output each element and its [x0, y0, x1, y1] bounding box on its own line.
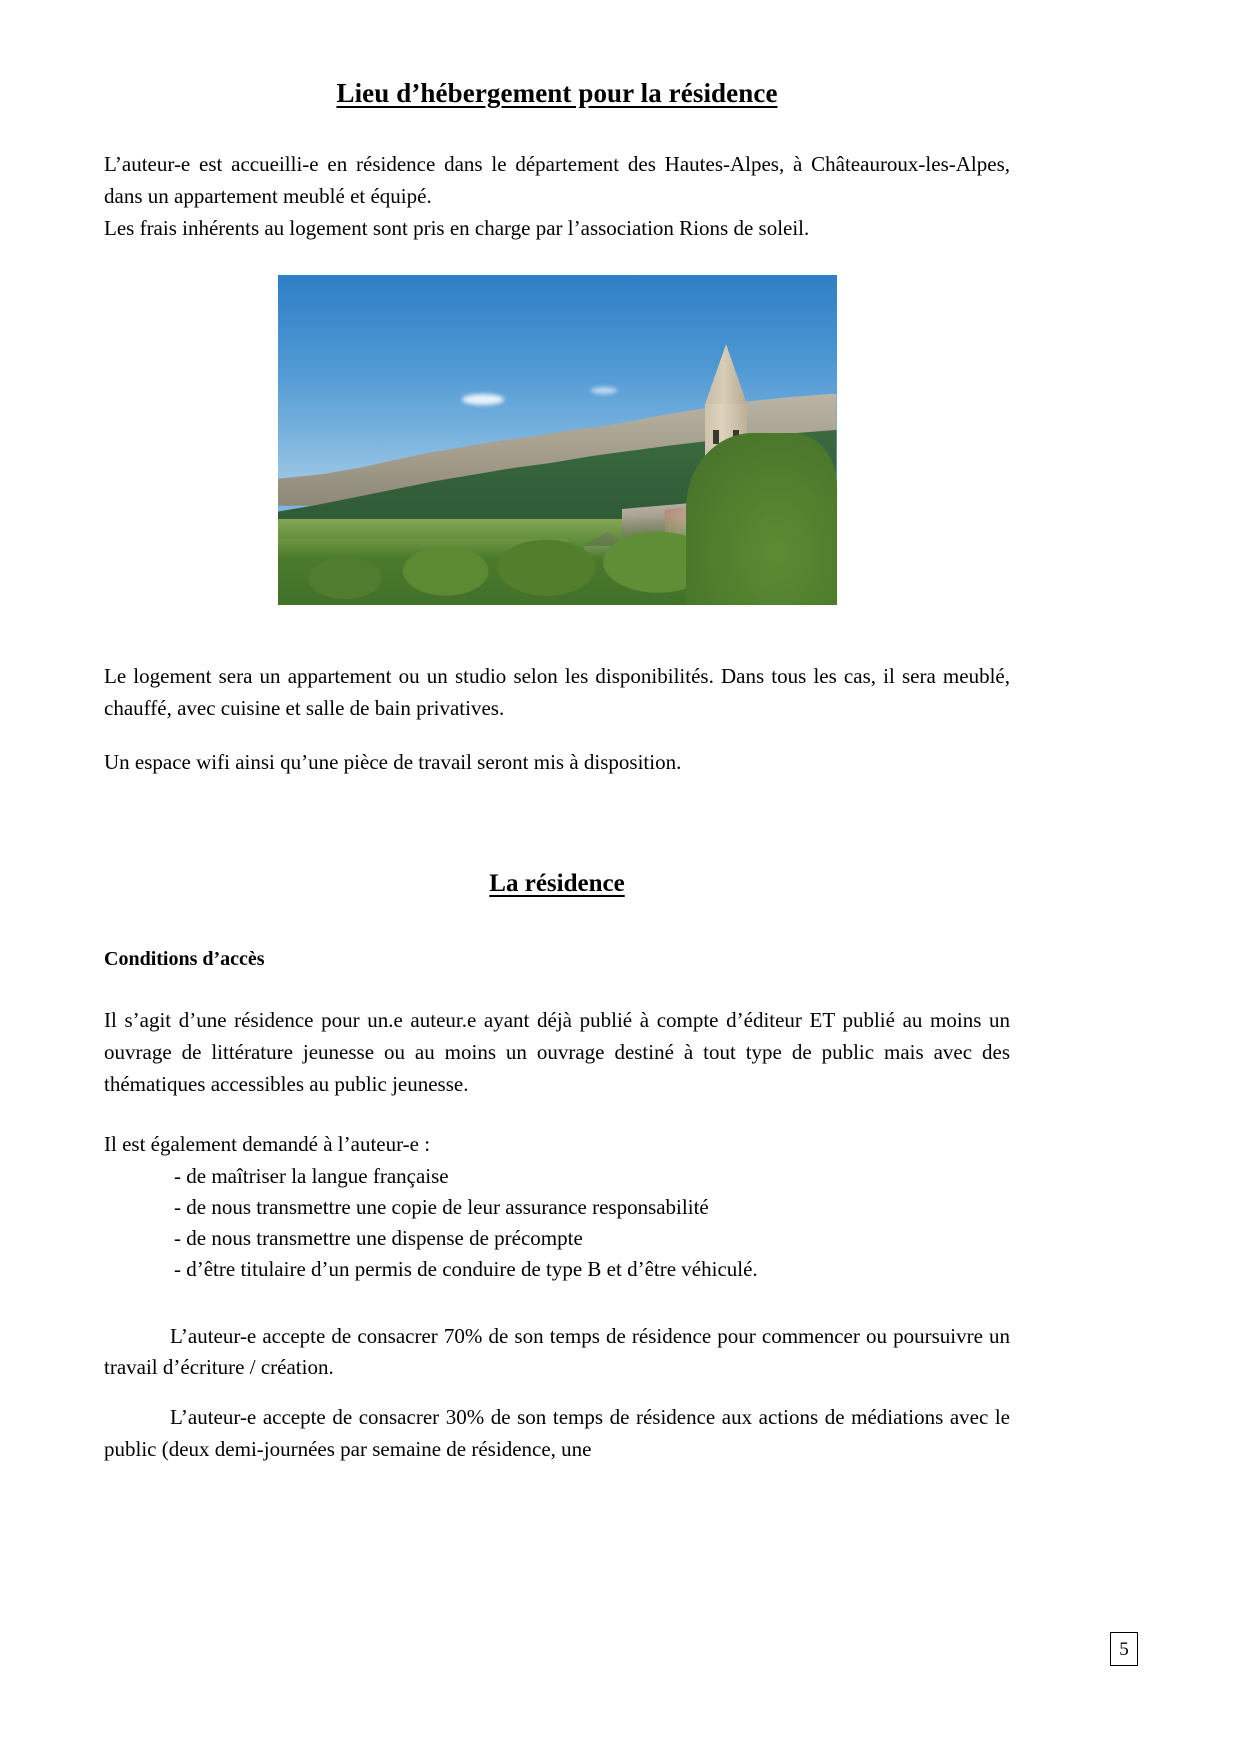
requirements-intro: Il est également demandé à l’auteur-e :	[104, 1132, 431, 1157]
lodging-paragraph-3: Le logement sera un appartement ou un studio selon les disponibilités. Dans tous les cas, il sera meublé, chauffé, avec cuisine et salle de bain privatives.	[104, 663, 1010, 720]
list-item: - de maîtriser la langue française	[174, 1164, 449, 1189]
residence-paragraph-1: Il s’agit d’une résidence pour un.e auteur.e ayant déjà publié à compte d’éditeur ET publié au moins un ouvrage de littérature jeunesse ou au moins un ouvrage destiné à tout type de public mais avec des thématiques accessibles au public jeunesse.	[104, 1008, 1010, 1097]
page-title: Lieu d’hébergement pour la résidence	[336, 78, 778, 108]
lodging-paragraph-2: Les frais inhérents au logement sont pris en charge par l’association Rions de soleil.	[104, 215, 810, 240]
photo-foreground-tree	[686, 433, 837, 605]
village-mountain-photo	[278, 275, 837, 605]
spacer	[104, 245, 1010, 275]
page-number: 5	[1110, 1632, 1138, 1666]
spacer	[104, 109, 1010, 149]
spacer	[104, 898, 1010, 948]
lodging-paragraph-1: L’auteur-e est accueilli-e en résidence dans le département des Hautes-Alpes, à Châteauroux-les-Alpes, dans un appartement meublé et équipé.	[104, 152, 1010, 208]
spacer	[104, 778, 1010, 870]
photo-tower-window	[713, 430, 719, 444]
lodging-paragraph-4: Un espace wifi ainsi qu’une pièce de travail seront mis à disposition.	[104, 749, 682, 774]
residence-paragraph-3: L’auteur-e accepte de consacrer 30% de son temps de résidence aux actions de médiations avec le public (deux demi-journées par semaine de résidence, une	[104, 1405, 1010, 1462]
list-item: - de nous transmettre une dispense de précompte	[174, 1225, 583, 1250]
spacer	[104, 725, 1010, 747]
spacer	[104, 1384, 1010, 1402]
residence-paragraph-2: L’auteur-e accepte de consacrer 70% de son temps de résidence pour commencer ou poursuivre un travail d’écriture / création.	[104, 1323, 1010, 1380]
spacer	[104, 1285, 1010, 1321]
requirements-list	[104, 1161, 1010, 1284]
list-item: - d’être titulaire d’un permis de conduire de type B et d’être véhiculé.	[174, 1256, 758, 1281]
conditions-subheading: Conditions d’accès	[104, 948, 265, 971]
residence-section-heading: La résidence	[489, 870, 625, 898]
spacer	[104, 1101, 1010, 1129]
page-content	[104, 0, 1010, 1466]
photo-cloud	[591, 387, 617, 394]
spacer	[104, 971, 1010, 1005]
spacer	[104, 605, 1010, 661]
list-item: - de nous transmettre une copie de leur assurance responsabilité	[174, 1194, 709, 1219]
photo-cloud	[462, 394, 504, 405]
photo-figure	[104, 275, 1010, 605]
